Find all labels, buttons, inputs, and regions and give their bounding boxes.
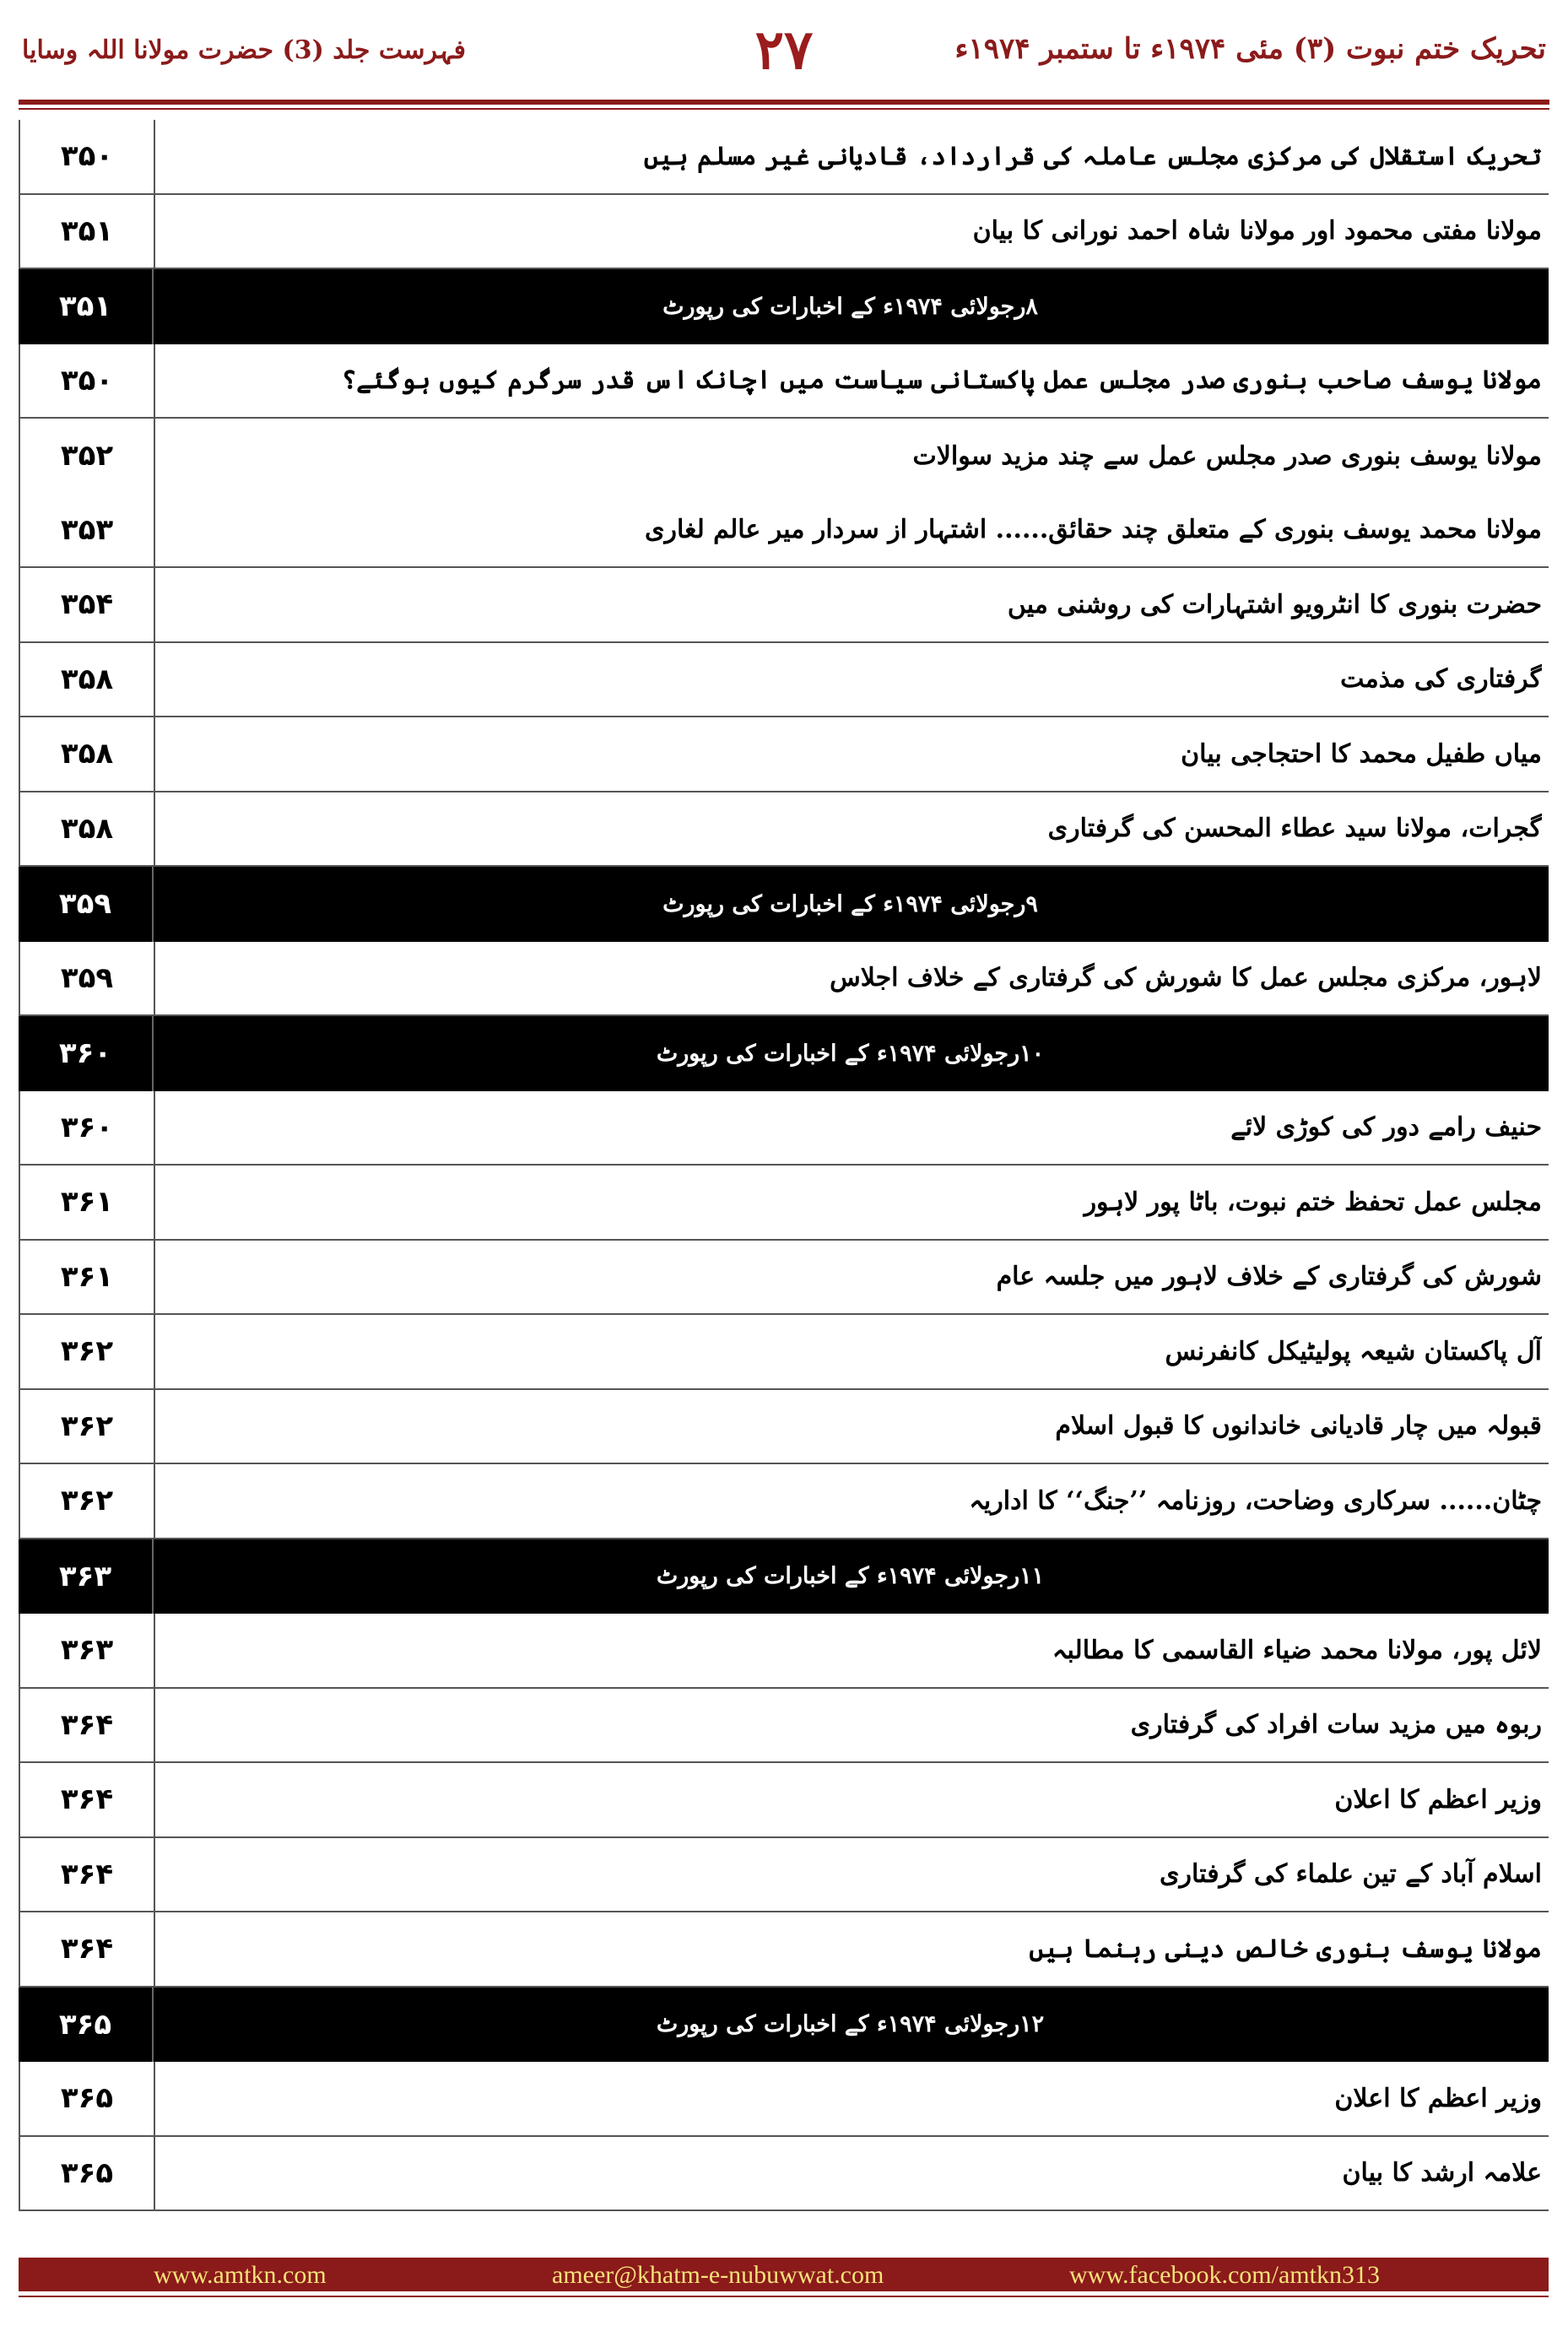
toc-page-number: ۳۵۱: [19, 269, 154, 344]
toc-entry-title: مولانا محمد یوسف بنوری کے متعلق چند حقائق...... اشتہار از سردار میر عالم لغاری: [645, 515, 1542, 545]
toc-entry-title: مجلس عمل تحفظ ختم نبوت، باٹا پور لاہور: [1084, 1187, 1542, 1217]
toc-page-number: ۳۶۴: [20, 1912, 155, 1986]
toc-page-number: ۳۶۰: [20, 1091, 155, 1165]
toc-page-number: ۳۵۳: [20, 494, 155, 567]
toc-entry-title: گجرات، مولانا سید عطاء المحسن کی گرفتاری: [1047, 814, 1542, 844]
toc-row: [19, 120, 1549, 195]
toc-entry-title: اسلام آباد کے تین علماء کی گرفتاری: [1160, 1859, 1542, 1890]
toc-page-number: ۳۵۹: [19, 867, 154, 942]
toc-page-number: ۳۵۲: [20, 419, 155, 494]
toc-page-number: ۳۶۱: [20, 1241, 155, 1314]
toc-page-number: ۳۶۲: [20, 1464, 155, 1538]
section-header-row: [19, 1539, 1549, 1615]
toc-entry-title: لائل پور، مولانا محمد ضیاء القاسمی کا مطالبہ: [1052, 1635, 1542, 1665]
toc-page-number: ۳۵۸: [20, 792, 155, 866]
toc-entry-title: آل پاکستان شیعہ پولیٹیکل کانفرنس: [1165, 1336, 1542, 1366]
section-title: ۱۰رجولائی ۱۹۷۴ء کے اخبارات کی رپورٹ: [656, 1040, 1045, 1067]
toc-entry-title: علامہ ارشد کا بیان: [1342, 2158, 1542, 2188]
toc-entry-title: مولانا یوسف بنوری خالص دینی رہنما ہیں: [1029, 1934, 1542, 1964]
section-title: ۹رجولائی ۱۹۷۴ء کے اخبارات کی رپورٹ: [662, 890, 1038, 917]
toc-page-number: ۳۵۸: [20, 717, 155, 791]
toc-row: [19, 568, 1549, 643]
toc-entry-title: مولانا یوسف صاحب بنوری صدر مجلس عمل پاکستانی سیاست میں اچانک اس قدر سرگرم کیوں ہوگئے؟: [341, 365, 1542, 396]
toc-row: [19, 942, 1549, 1017]
toc-row: [19, 1241, 1549, 1316]
header-rule-thin: [19, 108, 1549, 110]
toc-page-number: ۳۵۴: [20, 568, 155, 641]
footer-website-link[interactable]: www.amtkn.com: [154, 2261, 327, 2289]
toc-page-number: ۳۶۵: [19, 1988, 154, 2063]
toc-page-number: ۳۵۹: [20, 942, 155, 1015]
toc-page-number: ۳۵۱: [20, 195, 155, 268]
toc-row: [19, 792, 1549, 868]
section-title: ۸رجولائی ۱۹۷۴ء کے اخبارات کی رپورٹ: [662, 293, 1038, 320]
toc-page-number: ۳۶۱: [20, 1166, 155, 1239]
toc-row: [19, 419, 1549, 494]
toc-entry-title: وزیر اعظم کا اعلان: [1334, 2083, 1542, 2113]
toc-row: [19, 1763, 1549, 1838]
toc-row: [19, 1838, 1549, 1913]
toc-row: [19, 1464, 1549, 1539]
toc-entry-title: لاہور، مرکزی مجلس عمل کا شورش کی گرفتاری کے خلاف اجلاس: [830, 963, 1542, 993]
toc-page-number: ۳۶۲: [20, 1315, 155, 1388]
toc-row: [19, 344, 1549, 419]
toc-entry-title: گرفتاری کی مذمت: [1340, 664, 1542, 695]
toc-row: [19, 2137, 1549, 2212]
footer-facebook-link[interactable]: www.facebook.com/amtkn313: [1069, 2261, 1380, 2289]
header-rule-thick: [19, 100, 1549, 105]
page-number: ۲۷: [754, 19, 814, 82]
toc-entry-title: مولانا مفتی محمود اور مولانا شاہ احمد نورانی کا بیان: [972, 216, 1542, 246]
toc-page-number: ۳۵۸: [20, 643, 155, 717]
page-header: [0, 0, 1568, 101]
toc-entry-title: چٹان...... سرکاری وضاحت، روزنامہ ’’جنگ‘‘ کا اداریہ: [969, 1485, 1542, 1516]
toc-entry-title: ربوہ میں مزید سات افراد کی گرفتاری: [1130, 1710, 1542, 1740]
footer-rule: [19, 2296, 1549, 2297]
toc-row: [19, 1091, 1549, 1166]
book-title: تحریک ختم نبوت (۳) مئی ۱۹۷۴ء تا ستمبر ۱۹۷۴ء: [954, 32, 1546, 66]
page-footer: [19, 2258, 1549, 2291]
section-title: ۱۲رجولائی ۱۹۷۴ء کے اخبارات کی رپورٹ: [656, 2011, 1045, 2038]
table-of-contents: [19, 120, 1549, 2211]
toc-page-number: ۳۶۰: [19, 1016, 154, 1091]
toc-row: [19, 1390, 1549, 1465]
toc-page-number: ۳۶۴: [20, 1689, 155, 1762]
toc-page-number: ۳۵۰: [20, 344, 155, 418]
footer-email-link[interactable]: ameer@khatm-e-nubuwwat.com: [552, 2261, 884, 2289]
toc-page-number: ۳۶۳: [20, 1614, 155, 1687]
toc-row: [19, 494, 1549, 569]
toc-entry-title: حنیف رامے دور کی کوڑی لائے: [1230, 1112, 1542, 1143]
toc-row: [19, 643, 1549, 718]
toc-page-number: ۳۶۵: [20, 2062, 155, 2135]
toc-entry-title: مولانا یوسف بنوری صدر مجلس عمل سے چند مزید سوالات: [912, 441, 1542, 471]
toc-entry-title: حضرت بنوری کا انٹرویو اشتہارات کی روشنی میں: [1007, 589, 1542, 619]
toc-page-number: ۳۶۴: [20, 1838, 155, 1912]
toc-row: [19, 1912, 1549, 1988]
section-title: ۱۱رجولائی ۱۹۷۴ء کے اخبارات کی رپورٹ: [656, 1563, 1045, 1590]
toc-row: [19, 1166, 1549, 1241]
toc-entry-title: تحریک استقلال کی مرکزی مجلس عاملہ کی قرارداد، قادیانی غیر مسلم ہیں: [643, 141, 1542, 171]
toc-entry-title: شورش کی گرفتاری کے خلاف لاہور میں جلسہ عام: [996, 1262, 1542, 1292]
toc-page-number: ۳۶۵: [20, 2137, 155, 2210]
section-header-row: [19, 867, 1549, 942]
toc-entry-title: قبولہ میں چار قادیانی خاندانوں کا قبول اسلام: [1055, 1411, 1542, 1441]
section-header-row: [19, 1016, 1549, 1091]
toc-row: [19, 195, 1549, 270]
toc-row: [19, 1315, 1549, 1390]
toc-entry-title: وزیر اعظم کا اعلان: [1334, 1784, 1542, 1815]
toc-page-number: ۳۵۰: [20, 120, 155, 193]
toc-row: [19, 1689, 1549, 1764]
toc-page-number: ۳۶۲: [20, 1390, 155, 1463]
section-header-row: [19, 269, 1549, 344]
toc-row: [19, 1614, 1549, 1689]
toc-entry-title: میاں طفیل محمد کا احتجاجی بیان: [1181, 738, 1542, 769]
toc-page-number: ۳۶۴: [20, 1763, 155, 1836]
toc-row: [19, 2062, 1549, 2137]
toc-page-number: ۳۶۳: [19, 1539, 154, 1615]
index-volume-title: فہرست جلد (3) حضرت مولانا اللہ وسایا: [22, 35, 466, 65]
toc-row: [19, 717, 1549, 792]
section-header-row: [19, 1988, 1549, 2063]
